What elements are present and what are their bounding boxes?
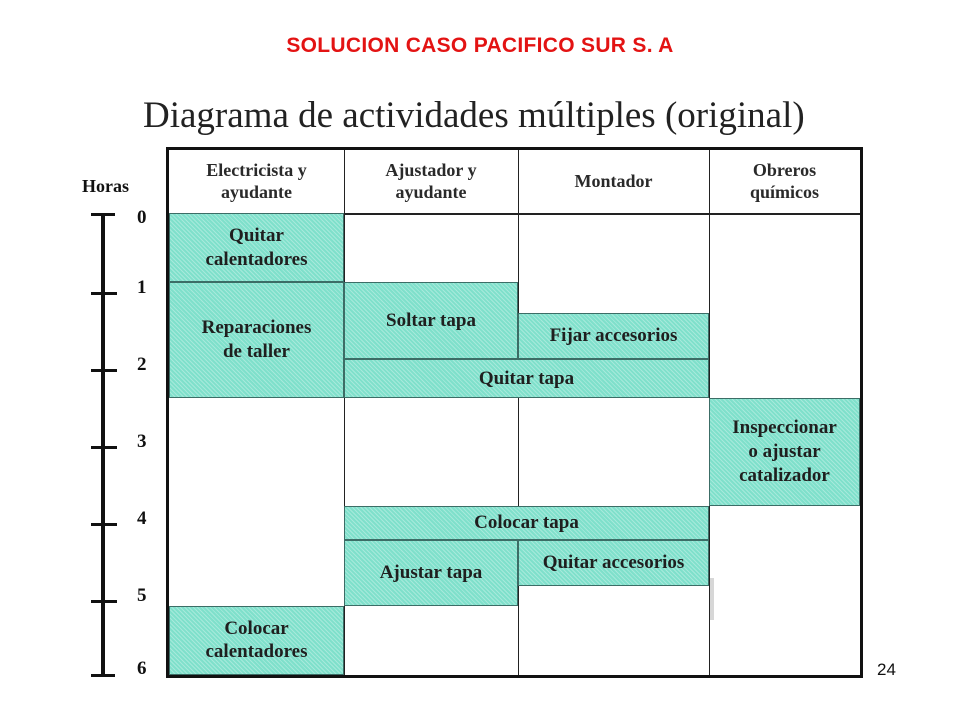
axis-bottom-cap <box>91 674 115 677</box>
activity-block <box>344 506 709 541</box>
activity-label: Fijar accesorios <box>549 325 678 347</box>
column-header-montador: Montador <box>574 170 653 191</box>
activity-grid <box>166 147 863 678</box>
activity-label: Inspeccionar <box>732 417 837 439</box>
axis-tick-label: 5 <box>137 585 147 606</box>
axis-line <box>101 214 105 675</box>
axis-tick <box>91 523 117 526</box>
activity-block <box>709 398 860 506</box>
activity-label: Quitar tapa <box>478 367 575 389</box>
axis-tick <box>91 446 117 449</box>
axis-tick-label: 6 <box>137 658 147 679</box>
activity-block <box>169 213 344 282</box>
activity-block <box>344 282 518 359</box>
slide-title: SOLUCION CASO PACIFICO SUR S. A <box>286 34 674 57</box>
activity-label: Colocar tapa <box>474 512 579 534</box>
activity-block <box>169 282 344 398</box>
activity-label: Ajustar tapa <box>379 562 483 584</box>
activity-label: catalizador <box>739 464 830 486</box>
activity-block <box>518 313 709 359</box>
page-number: 24 <box>877 660 896 679</box>
activity-block <box>344 359 709 398</box>
scan-artifact <box>710 578 714 620</box>
activity-block <box>169 606 344 675</box>
activity-label: calentadores <box>205 248 308 270</box>
column-header-ajustador: Ajustador y ayudante <box>385 159 477 202</box>
activity-label: Quitar <box>229 224 284 246</box>
activity-label: Colocar <box>224 617 289 639</box>
column-divider <box>518 150 519 675</box>
activity-label: Quitar accesorios <box>542 552 685 574</box>
activity-label: Soltar tapa <box>386 309 476 331</box>
column-header-obreros: Obreros químicos <box>749 159 819 202</box>
activity-label: de taller <box>222 341 290 363</box>
activity-block <box>344 540 518 605</box>
axis-tick <box>91 600 117 603</box>
column-header-electricista: Electricista y ayudante <box>206 159 307 202</box>
axis-tick-label: 4 <box>137 508 147 529</box>
axis-tick-label: 3 <box>137 431 147 452</box>
axis-tick-label: 0 <box>137 207 147 228</box>
axis-tick-label: 1 <box>137 277 147 298</box>
diagram-title: Diagrama de actividades múltiples (original) <box>143 95 805 136</box>
activity-label: Reparaciones <box>201 317 312 339</box>
axis-tick <box>91 292 117 295</box>
axis-tick-label: 2 <box>137 354 147 375</box>
activity-block <box>518 540 709 586</box>
activity-label: calentadores <box>205 641 308 663</box>
activity-label: o ajustar <box>748 440 821 462</box>
axis-label: Horas <box>82 176 129 196</box>
axis-tick <box>91 369 117 372</box>
